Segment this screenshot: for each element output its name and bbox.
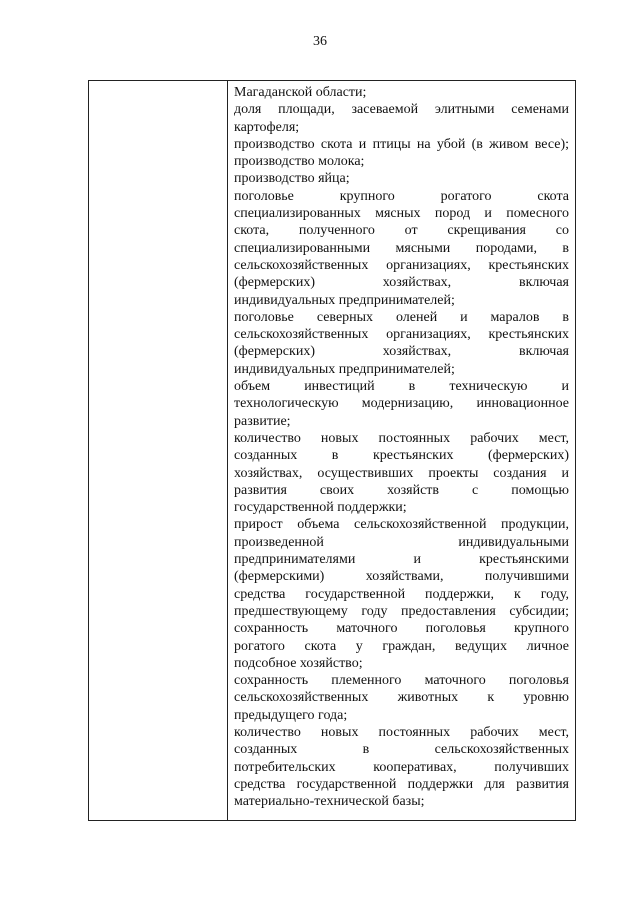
text-line: потребительских кооперативах, получивших xyxy=(234,759,569,775)
text-line: подсобное хозяйство; xyxy=(234,655,363,671)
text-line: производство молока; xyxy=(234,154,365,170)
text-line: произведенной индивидуальными xyxy=(234,534,569,550)
text-line: картофеля; xyxy=(234,119,300,135)
text-line: (фермерских) хозяйствах, включая xyxy=(234,344,569,360)
text-line: сельскохозяйственных организациях, крестьянских xyxy=(234,257,569,273)
text-line: сельскохозяйственных животных к уровню xyxy=(234,690,569,706)
text-line: средства государственной поддержки, к году, xyxy=(234,586,569,602)
text-line: количество новых постоянных рабочих мест, xyxy=(234,430,569,446)
text-line: хозяйствах, осуществивших проекты создания и xyxy=(234,465,569,481)
table-right-cell xyxy=(234,84,569,810)
text-line: государственной поддержки; xyxy=(234,500,407,516)
text-line: индивидуальных предпринимателей; xyxy=(234,361,455,377)
text-line: прирост объема сельскохозяйственной продукции, xyxy=(234,517,569,533)
text-line: (фермерских) хозяйствах, включая xyxy=(234,275,569,291)
text-line: индивидуальных предпринимателей; xyxy=(234,292,455,308)
text-line: доля площади, засеваемой элитными семенами xyxy=(234,102,569,118)
text-line: развития своих хозяйств с помощью xyxy=(234,482,569,498)
text-line: специализированных мясных пород и помесного xyxy=(234,206,569,222)
text-line: (фермерскими) хозяйствами, получившими xyxy=(234,569,569,585)
text-line: технологическую модернизацию, инновационное xyxy=(234,396,569,412)
text-line: Магаданской области; xyxy=(234,85,367,100)
text-line: поголовье крупного рогатого скота xyxy=(234,188,569,204)
text-line: поголовье северных оленей и маралов в xyxy=(234,309,569,325)
text-line: созданных в крестьянских (фермерских) xyxy=(234,448,569,464)
text-line: средства государственной поддержки для развития xyxy=(234,776,569,792)
page-number: 36 xyxy=(313,34,327,49)
text-line: предпринимателями и крестьянскими xyxy=(234,552,569,568)
text-line: количество новых постоянных рабочих мест, xyxy=(234,724,569,740)
text-line: предыдущего года; xyxy=(234,707,348,723)
table-left-cell xyxy=(89,81,228,820)
text-line: сохранность маточного поголовья крупного xyxy=(234,621,569,637)
text-line: созданных в сельскохозяйственных xyxy=(234,742,569,758)
text-line: развитие; xyxy=(234,413,291,429)
text-line: рогатого скота у граждан, ведущих личное xyxy=(234,638,569,654)
text-line: материально-технической базы; xyxy=(234,794,425,810)
text-line: сохранность племенного маточного поголовья xyxy=(234,673,569,689)
text-line: специализированными мясными породами, в xyxy=(234,240,569,256)
text-line: производство яйца; xyxy=(234,171,350,187)
text-line: сельскохозяйственных организациях, крестьянских xyxy=(234,327,569,343)
document-table xyxy=(88,80,576,821)
text-line: объем инвестиций в техническую и xyxy=(234,379,569,395)
text-line: скота, полученного от скрещивания со xyxy=(234,223,569,239)
text-line: предшествующему году предоставления субсидии; xyxy=(234,603,569,619)
text-line: производство скота и птицы на убой (в живом весе); xyxy=(234,136,569,152)
